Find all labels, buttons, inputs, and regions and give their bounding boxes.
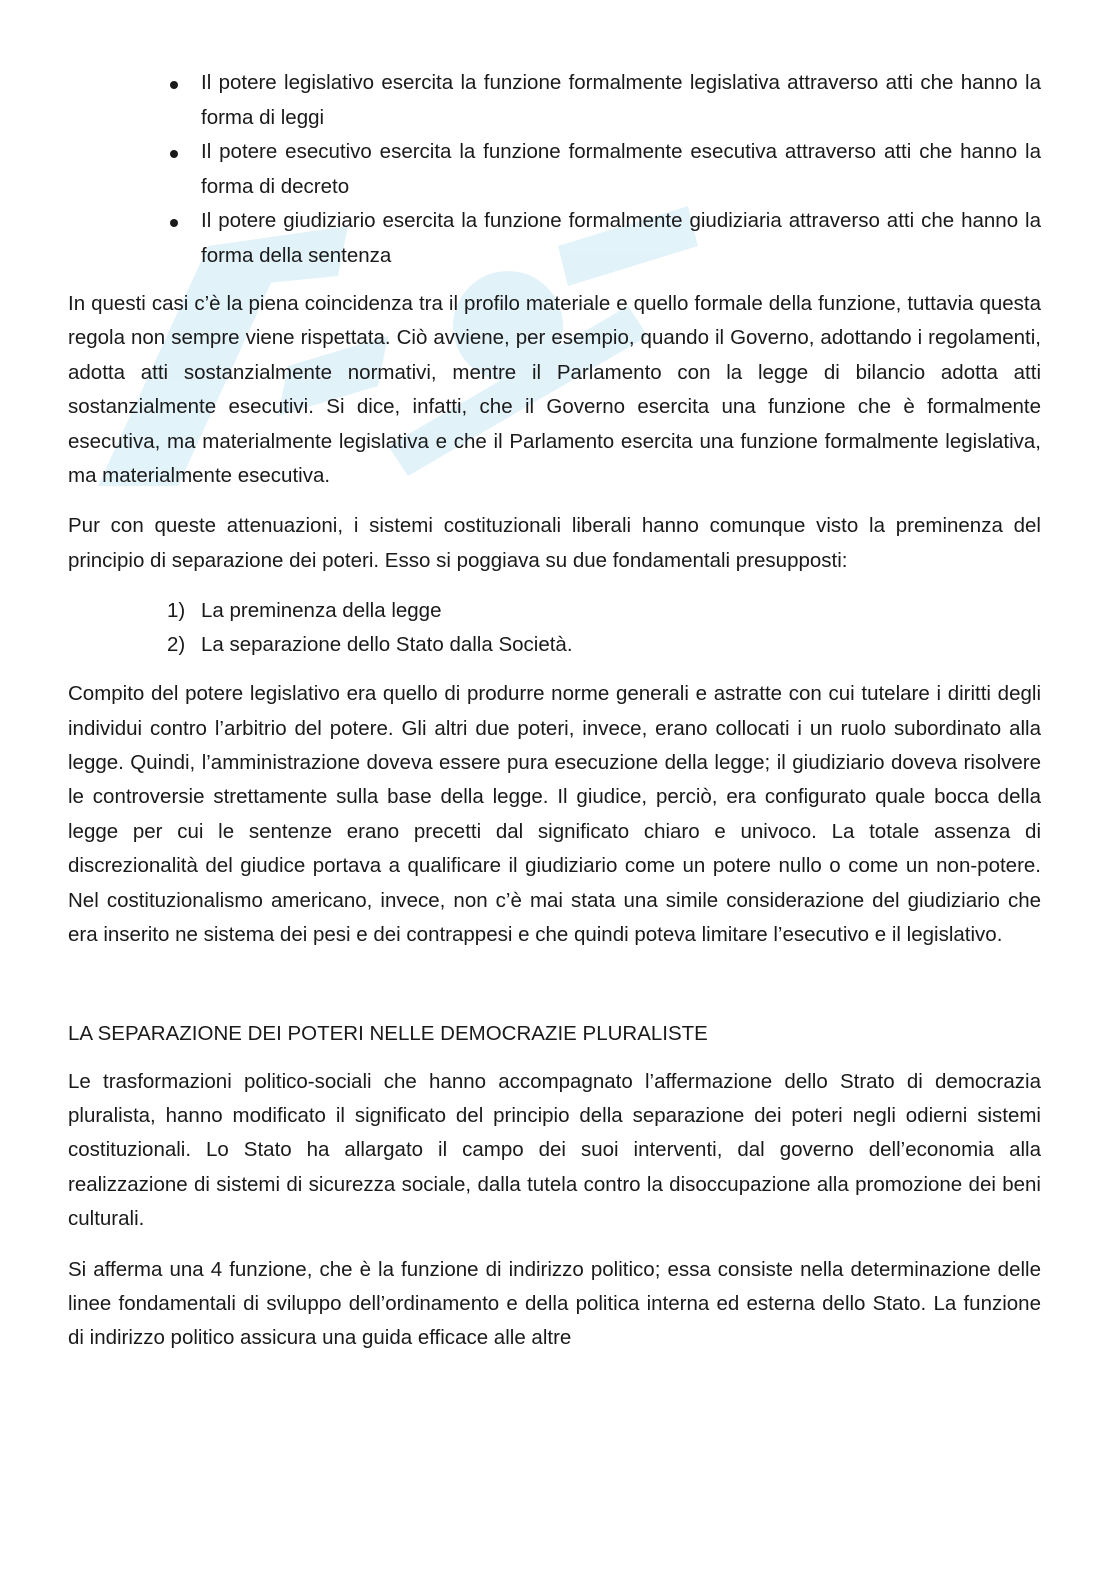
paragraph: Le trasformazioni politico-sociali che hanno accompagnato l’affermazione dello Strato di democrazia pluralista, hanno modificato il significato del principio della separazione dei poteri negli odierni sistemi costituzionali. Lo Stato ha allargato il campo dei suoi interventi, dal governo dell’economia alla realizzazione di sistemi di sicurezza sociale, dalla tutela contro la disoccupazione alla promozione dei beni culturali. [68,1069,1041,1231]
bullet-text: Il potere esecutivo esercita la funzione formalmente esecutiva attraverso atti che hanno la forma di decreto [201,140,1041,198]
numbered-list [68,594,1041,661]
bullet-icon [170,150,178,158]
list-item [68,594,1041,628]
list-number: 1) [167,599,186,623]
bullet-text: Il potere giudiziario esercita la funzione formalmente giudiziaria attraverso atti che hanno la forma della sentenza [201,209,1041,267]
list-item [68,66,1041,135]
list-item-text: La preminenza della legge [201,599,442,623]
paragraph: Pur con queste attenuazioni, i sistemi costituzionali liberali hanno comunque visto la preminenza del principio di separazione dei poteri. Esso si poggiava su due fondamentali presupposti: [68,514,1041,572]
section-heading: LA SEPARAZIONE DEI POTERI NELLE DEMOCRAZIE PLURALISTE [68,1021,708,1045]
list-item [68,135,1041,204]
list-item [68,204,1041,273]
bullet-icon [170,219,178,227]
bullet-list [68,66,1041,273]
bullet-text: Il potere legislativo esercita la funzione formalmente legislativa attraverso atti che hanno la forma di leggi [201,71,1041,129]
paragraph: In questi casi c’è la piena coincidenza tra il profilo materiale e quello formale della funzione, tuttavia questa regola non sempre viene rispettata. Ciò avviene, per esempio, quando il Governo, adottando i regolamenti, adotta atti sostanzialmente normativi, mentre il Parlamento con la legge di bilancio adotta atti sostanzialmente esecutivi. Si dice, infatti, che il Governo esercita una funzione che è formalmente esecutiva, ma materialmente legislativa e che il Parlamento esercita una funzione formalmente legislativa, ma materialmente esecutiva. [68,292,1041,488]
list-item-text: La separazione dello Stato dalla Società. [201,632,573,656]
list-item [68,628,1041,662]
paragraph: Si afferma una 4 funzione, che è la funzione di indirizzo politico; essa consiste nella determinazione delle linee fondamentali di sviluppo dell’ordinamento e della politica interna ed esterna dello Stato. La funzione di indirizzo politico assicura una guida efficace alle altre [68,1257,1041,1350]
paragraph: Compito del potere legislativo era quello di produrre norme generali e astratte con cui tutelare i diritti degli individui contro l’arbitrio del potere. Gli altri due poteri, invece, erano collocati i un ruolo subordinato alla legge. Quindi, l’amministrazione doveva essere pura esecuzione della legge; il giudiziario doveva risolvere le controversie strettamente sulla base della legge. Il giudice, perciò, era configurato quale bocca della legge per cui le sentenze erano precetti dal significato chiaro e univoco. La totale assenza di discrezionalità del giudice portava a qualificare il giudiziario come un potere nullo o come un non-potere. Nel costituzionalismo americano, invece, non c’è mai stata una simile considerazione del giudiziario che era inserito ne sistema dei pesi e dei contrappesi e che quindi poteva limitare l’esecutivo e il legislativo. [68,682,1041,947]
bullet-icon [170,81,178,89]
list-number: 2) [167,632,186,656]
document-page [68,66,1041,1356]
